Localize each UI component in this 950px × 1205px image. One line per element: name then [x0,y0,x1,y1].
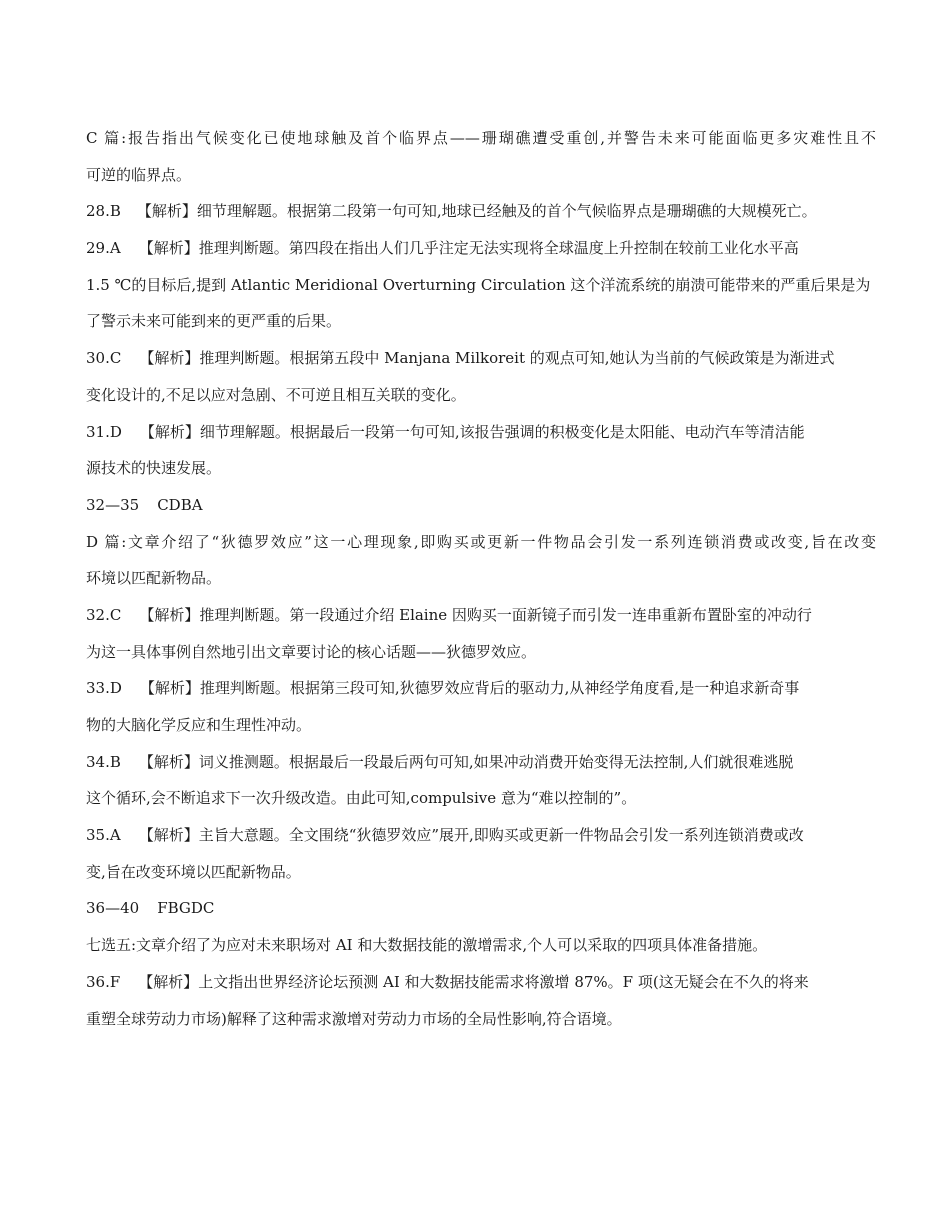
answers-36-40-letters: FBGDC [157,899,215,918]
q35-number: 35.A [86,826,121,845]
answers-36-40 [86,890,876,927]
q33-number: 33.D [86,679,122,698]
q34-number: 34.B [86,752,121,771]
d-summary-line-1: D 篇:文章介绍了“狄德罗效应”这一心理现象,即购买或更新一件物品会引发一系列连锁消费或改变,旨在改变 [86,532,876,551]
q31-number: 31.D [86,422,122,441]
q32-line-1 [86,597,876,634]
q29-text-1: 【解析】推理判断题。第四段在指出人们几乎注定无法实现将全球温度上升控制在较前工业化水平高 [138,239,799,258]
q28-text: 【解析】细节理解题。根据第二段第一句可知,地球已经触及的首个气候临界点是珊瑚礁的大规模死亡。 [136,202,817,221]
q31-line-1 [86,414,876,451]
answers-32-35-range: 32—35 [86,495,140,514]
q29-line-1 [86,230,876,267]
answers-32-35 [86,487,876,524]
q33-line-1 [86,670,876,707]
q29-line-2: 1.5 ℃的目标后,提到 Atlantic Meridional Overturning Circulation 这个洋流系统的崩溃可能带来的严重后果是为 [86,275,871,294]
answers-36-40-range: 36—40 [86,899,140,918]
q36-line-2: 重塑全球劳动力市场)解释了这种需求激增对劳动力市场的全局性影响,符合语境。 [86,1009,622,1028]
q30-text-1: 【解析】推理判断题。根据第五段中 Manjana Milkoreit 的观点可知,她认为当前的气候政策是为渐进式 [139,349,835,368]
q30-number: 30.C [86,349,122,368]
c-summary-line-1: C 篇:报告指出气候变化已使地球触及首个临界点——珊瑚礁遭受重创,并警告未来可能面临更多灾难性且不 [86,129,876,147]
answer-key-content [86,120,876,1037]
q28-number: 28.B [86,202,121,221]
c-summary-line-2: 可逆的临界点。 [86,165,192,184]
q34-line-2: 这个循环,会不断追求下一次升级改造。由此可知,compulsive 意为“难以控制的”。 [86,789,637,808]
answers-32-35-letters: CDBA [157,495,203,514]
q31-line-2: 源技术的快速发展。 [86,459,222,478]
q32-line-2: 为这一具体事例自然地引出文章要讨论的核心话题——狄德罗效应。 [86,642,537,661]
q29-number: 29.A [86,239,121,258]
q36-line-1 [86,964,876,1001]
q34-text-1: 【解析】词义推测题。根据最后一段最后两句可知,如果冲动消费开始变得无法控制,人们就很难逃脱 [138,752,794,771]
q32-text-1: 【解析】推理判断题。第一段通过介绍 Elaine 因购买一面新镜子而引发一连串重新布置卧室的冲动行 [139,605,812,624]
q35-line-1 [86,817,876,854]
q28-line-1 [86,193,876,230]
q35-text-1: 【解析】主旨大意题。全文围绕“狄德罗效应”展开,即购买或更新一件物品会引发一系列连锁消费或改 [138,826,804,845]
q30-line-1 [86,340,876,377]
q35-line-2: 变,旨在改变环境以匹配新物品。 [86,862,301,881]
q33-line-2: 物的大脑化学反应和生理性冲动。 [86,716,312,734]
q29-line-3: 了警示未来可能到来的更严重的后果。 [86,312,342,331]
d-summary-line-2: 环境以匹配新物品。 [86,569,222,588]
seven-summary-line-1: 七选五:文章介绍了为应对未来职场对 AI 和大数据技能的激增需求,个人可以采取的四项具体准备措施。 [86,936,768,955]
q31-text-1: 【解析】细节理解题。根据最后一段第一句可知,该报告强调的积极变化是太阳能、电动汽车等清洁能 [139,422,805,441]
q33-text-1: 【解析】推理判断题。根据第三段可知,狄德罗效应背后的驱动力,从神经学角度看,是一种追求新奇事 [139,679,800,698]
q36-number: 36.F [86,972,121,991]
q36-text-1: 【解析】上文指出世界经济论坛预测 AI 和大数据技能需求将激增 87%。F 项(这无疑会在不久的将来 [138,972,809,991]
q32-number: 32.C [86,605,122,624]
q34-line-1 [86,744,876,781]
q30-line-2: 变化设计的,不足以应对急剧、不可逆且相互关联的变化。 [86,385,466,404]
